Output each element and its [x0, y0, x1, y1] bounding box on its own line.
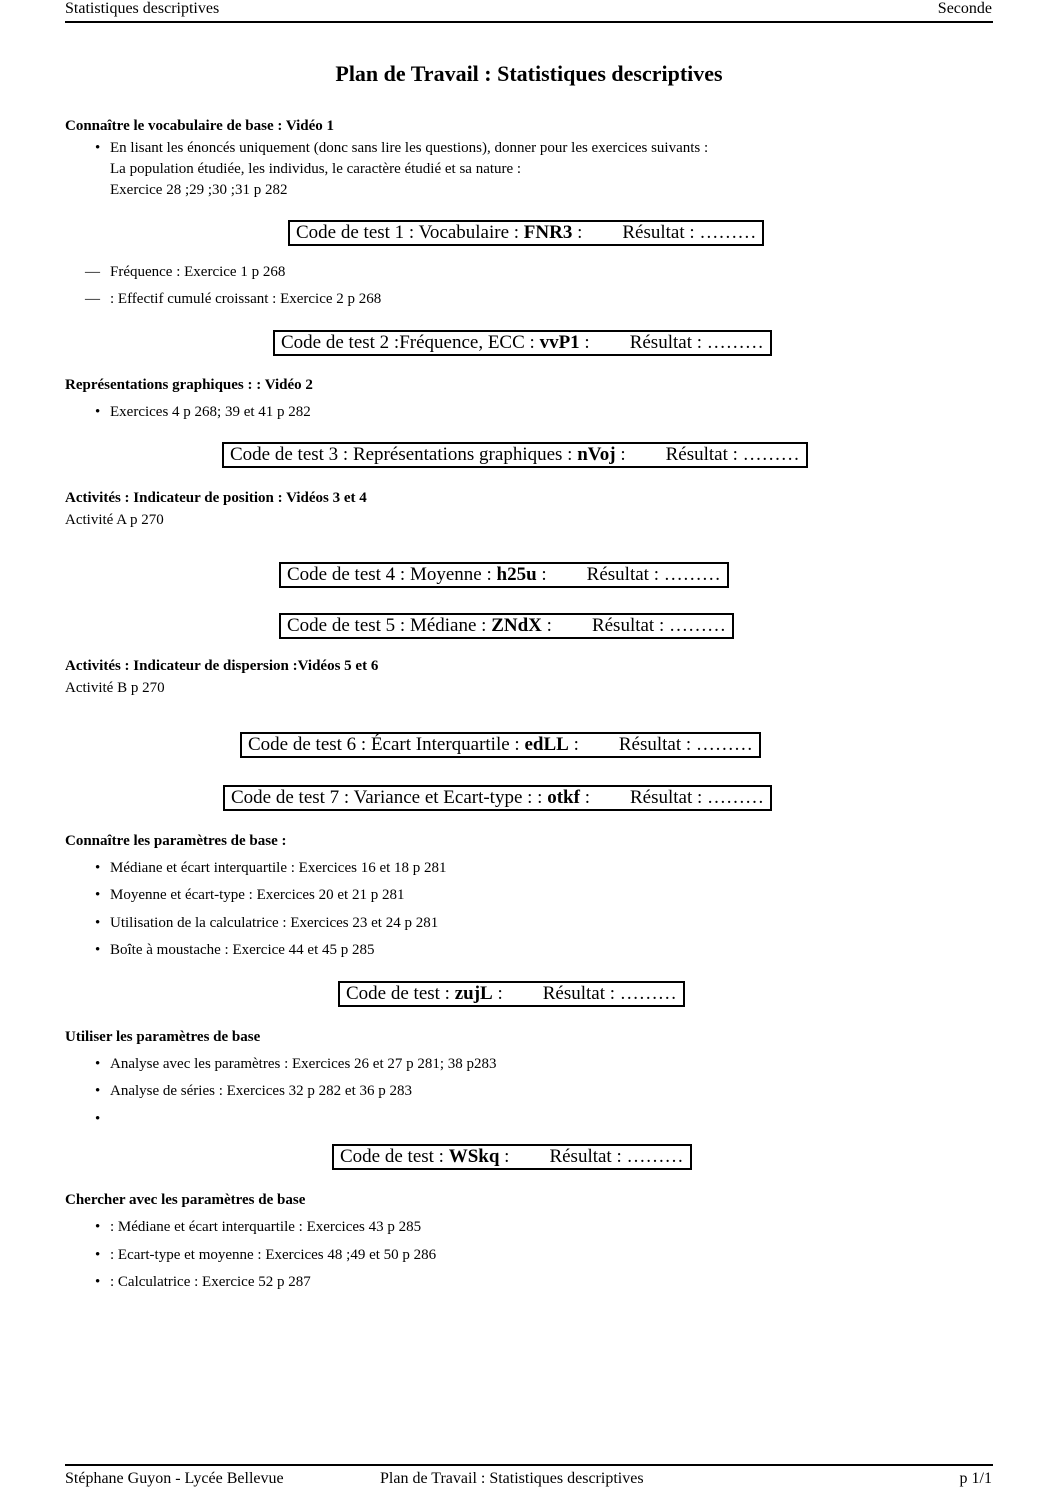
test-sep: :: [541, 615, 552, 636]
dash-item: — : Effectif cumulé croissant : Exercice 2 p 268: [110, 291, 381, 308]
footer-center: Plan de Travail : Statistiques descriptives: [380, 1470, 644, 1487]
test-box-9: [332, 1144, 692, 1170]
test-result: Résultat : ………: [586, 564, 721, 585]
test-label: Code de test 4 : Moyenne :: [287, 564, 497, 585]
test-label: Code de test 3 : Représentations graphiques :: [230, 444, 578, 465]
test-result: Résultat : ………: [549, 1146, 684, 1167]
test-box-2: [273, 330, 772, 356]
test-code: WSkq: [448, 1146, 500, 1167]
page-title: Plan de Travail : Statistiques descriptives: [335, 61, 723, 86]
section-heading-vocabulaire: Connaître le vocabulaire de base : Vidéo 1: [65, 118, 335, 134]
bullet-item: • Exercices 4 p 268; 39 et 41 p 282: [110, 404, 311, 421]
test-sep: :: [536, 564, 547, 585]
section-heading-position: Activités : Indicateur de position : Vidéos 3 et 4: [65, 490, 367, 506]
footer-page-number: p 1/1: [959, 1470, 992, 1487]
footer-rule: [65, 1464, 993, 1466]
test-code: vvP1: [539, 332, 580, 353]
test-label: Code de test 2 :Fréquence, ECC :: [281, 332, 540, 353]
test-result: Résultat : ………: [629, 332, 764, 353]
bullet-item: • : Ecart-type et moyenne : Exercices 48 ;49 et 50 p 286: [110, 1247, 436, 1264]
test-label: Code de test :: [340, 1146, 449, 1167]
test-sep: :: [499, 1146, 510, 1167]
test-box-4: [279, 562, 729, 588]
section-heading-chercher: Chercher avec les paramètres de base: [65, 1192, 306, 1208]
test-label: Code de test 5 : Médiane :: [287, 615, 492, 636]
text-line: Activité A p 270: [65, 512, 164, 528]
section-heading-utiliser: Utiliser les paramètres de base: [65, 1029, 261, 1045]
section-heading-dispersion: Activités : Indicateur de dispersion :Vidéos 5 et 6: [65, 658, 379, 674]
test-box-5: [279, 613, 734, 639]
bullet-item: • Analyse de séries : Exercices 32 p 282 et 36 p 283: [110, 1083, 412, 1100]
test-box-1: [288, 220, 764, 246]
test-label: Code de test 7 : Variance et Ecart-type : :: [231, 787, 548, 808]
footer-left: Stéphane Guyon - Lycée Bellevue: [65, 1470, 284, 1487]
test-result: Résultat : ………: [622, 222, 757, 243]
test-result: Résultat : ………: [591, 615, 726, 636]
text-line: Activité B p 270: [65, 680, 165, 696]
bullet-item: • Moyenne et écart-type : Exercices 20 et 21 p 281: [110, 887, 404, 904]
header-left: Statistiques descriptives: [65, 0, 220, 17]
test-code: h25u: [496, 564, 537, 585]
bullet-item: • Médiane et écart interquartile : Exercices 16 et 18 p 281: [110, 860, 447, 877]
test-sep: :: [579, 332, 590, 353]
test-label: Code de test 1 : Vocabulaire :: [296, 222, 524, 243]
text-line: La population étudiée, les individus, le caractère étudié et sa nature :: [110, 161, 522, 177]
test-code: otkf: [547, 787, 580, 808]
bullet-item: • Boîte à moustache : Exercice 44 et 45 p 285: [110, 942, 375, 959]
test-label: Code de test 6 : Écart Interquartile :: [248, 734, 525, 755]
bullet-item: • : Calculatrice : Exercice 52 p 287: [110, 1274, 311, 1291]
test-code: ZNdX: [491, 615, 542, 636]
test-box-8: [338, 981, 685, 1007]
section-heading-representations: Représentations graphiques : : Vidéo 2: [65, 377, 313, 393]
bullet-item: • En lisant les énoncés uniquement (donc sans lire les questions), donner pour les exercices suivants :: [110, 140, 708, 157]
text-line: Exercice 28 ;29 ;30 ;31 p 282: [110, 182, 288, 198]
test-box-6: [240, 732, 761, 758]
bullet-item: • : Médiane et écart interquartile : Exercices 43 p 285: [110, 1219, 421, 1236]
header-rule: [65, 21, 993, 23]
test-sep: :: [579, 787, 590, 808]
test-sep: :: [568, 734, 579, 755]
test-box-3: [222, 442, 808, 468]
header-right: Seconde: [937, 0, 992, 17]
test-result: Résultat : ………: [618, 734, 753, 755]
test-code: edLL: [524, 734, 569, 755]
section-heading-parametres: Connaître les paramètres de base :: [65, 833, 287, 849]
test-code: FNR3: [523, 222, 573, 243]
test-code: zujL: [454, 983, 493, 1004]
test-code: nVoj: [577, 444, 616, 465]
test-sep: :: [572, 222, 583, 243]
test-sep: :: [492, 983, 503, 1004]
bullet-item: • Utilisation de la calculatrice : Exercices 23 et 24 p 281: [110, 915, 438, 932]
test-result: Résultat : ………: [629, 787, 765, 808]
bullet-item: • Analyse avec les paramètres : Exercices 26 et 27 p 281; 38 p283: [110, 1056, 497, 1073]
test-box-7: [223, 785, 772, 811]
test-result: Résultat : ………: [665, 444, 800, 465]
dash-item: — Fréquence : Exercice 1 p 268: [110, 264, 285, 281]
test-label: Code de test :: [346, 983, 455, 1004]
test-result: Résultat : ………: [542, 983, 677, 1004]
test-sep: :: [615, 444, 626, 465]
